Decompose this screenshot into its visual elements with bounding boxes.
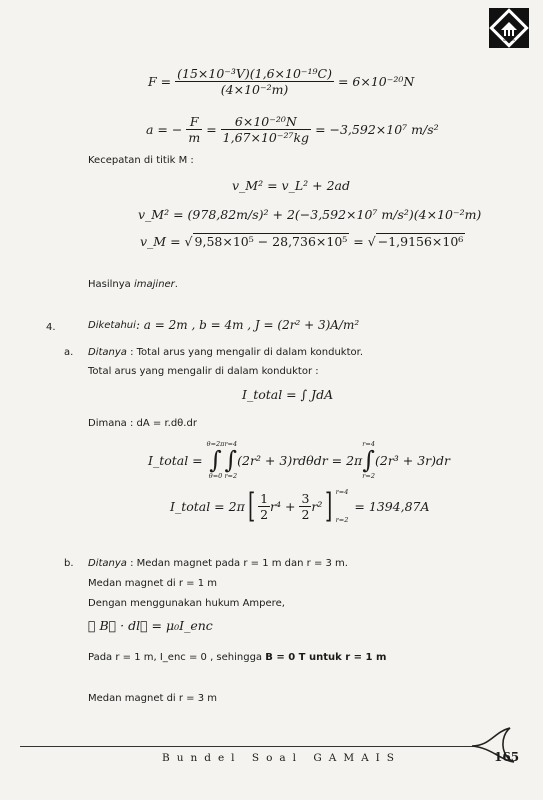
left-bracket: [ — [247, 486, 256, 526]
eq-lhs: F = — [148, 74, 172, 89]
integral-2 — [224, 440, 237, 480]
equation-ampere: ∮ B⃗ · dl⃗ = μ₀I_enc — [88, 618, 213, 633]
lower-limit: r=2 — [362, 472, 375, 480]
part-b-line3: Dengan menggunakan hukum Ampere, — [88, 598, 285, 609]
fraction — [258, 491, 270, 522]
eq-lhs: I_total = 2π — [170, 498, 245, 514]
gamais-logo — [489, 8, 529, 48]
integral-icon: ∫ — [224, 446, 238, 474]
equals-sign: = — [206, 122, 217, 137]
part-a-question — [88, 347, 363, 358]
eq-lhs: a = − — [146, 122, 183, 137]
eq-lhs: I_total = — [148, 452, 203, 468]
fraction — [175, 66, 334, 97]
equation-velocity-2: v_M² = (978,82m/s)² + 2(−3,592×10⁷ m/s²)(4×10⁻²m) — [138, 207, 482, 222]
sqrt-icon: √ — [184, 233, 193, 249]
eq-lhs: v_M = — [140, 233, 181, 249]
upper-limit: r=4 — [362, 440, 375, 448]
ask-label: Ditanya — [88, 347, 127, 358]
given-line — [88, 318, 359, 332]
numerator: (15×10⁻³V)(1,6×10⁻¹⁹C) — [177, 66, 332, 81]
equation-velocity-3 — [140, 233, 465, 249]
numerator: 6×10⁻²⁰N — [221, 114, 311, 130]
result-suffix: . — [174, 279, 178, 290]
conclusion-bold: B = 0 T untuk r = 1 m — [265, 652, 387, 663]
question-number: 4. — [46, 322, 56, 333]
integral-3 — [362, 440, 375, 480]
eq-rhs: = 1394,87A — [354, 498, 430, 514]
equation-acceleration — [146, 114, 439, 145]
part-b-letter: b. — [64, 558, 74, 569]
integrand: (2r³ + 3r)dr — [374, 452, 451, 468]
footer-title: Bundel Soal GAMAIS — [162, 752, 401, 764]
denominator: 1,67×10⁻²⁷kg — [222, 130, 310, 145]
equals-sign: = — [353, 233, 364, 249]
equation-total-result — [170, 488, 430, 524]
given-label: Diketahui — [88, 319, 136, 331]
integral-1 — [207, 440, 225, 480]
integral-icon: ∫ — [209, 446, 222, 474]
fraction — [299, 491, 311, 522]
part-b-line5: Medan magnet di r = 3 m — [88, 693, 218, 704]
lower-limit: θ=0 — [208, 472, 223, 480]
part-b-question — [88, 558, 348, 569]
upper-limit: θ=2π — [206, 440, 225, 448]
numerator: 1 — [260, 490, 269, 506]
equation-force — [148, 66, 414, 97]
ask-text: : Medan magnet pada r = 1 m dan r = 3 m. — [126, 558, 348, 569]
part-b-conclusion — [88, 652, 386, 663]
eq-rhs: = 6×10⁻²⁰N — [337, 74, 415, 89]
conclusion-text: Pada r = 1 m, I_enc = 0 , sehingga — [88, 652, 266, 663]
denominator: m — [188, 130, 201, 145]
lower-limit: r=2 — [335, 516, 349, 524]
fraction — [221, 114, 311, 145]
eq-rhs: = −3,592×10⁷ m/s² — [315, 122, 439, 137]
numerator: F — [186, 114, 202, 130]
lower-limit: r=2 — [224, 472, 238, 480]
ask-label: Ditanya — [88, 558, 127, 569]
fraction — [186, 114, 202, 145]
numerator: 3 — [301, 490, 310, 506]
page-number: 165 — [494, 750, 520, 764]
equation-double-integral — [148, 440, 450, 480]
denominator: (4×10⁻²m) — [220, 82, 289, 97]
integrand: (2r² + 3)rdθdr = 2π — [237, 452, 363, 468]
upper-limit: r=4 — [335, 488, 349, 496]
footer-rule — [20, 746, 476, 747]
radicand: −1,9156×10⁶ — [377, 234, 464, 249]
denominator: 2 — [260, 506, 269, 522]
part-b-line2: Medan magnet di r = 1 m — [88, 578, 218, 589]
sqrt-icon: √ — [367, 233, 376, 249]
part-a-line2: Total arus yang mengalir di dalam konduktor : — [88, 366, 319, 377]
result-word: imajiner — [133, 279, 175, 290]
evaluation-limits — [336, 488, 349, 524]
kecepatan-label: Kecepatan di titik M : — [88, 155, 194, 166]
denominator: 2 — [301, 506, 310, 522]
given-values: : a = 2m , b = 4m , J = (2r² + 3)A/m² — [135, 318, 360, 332]
term: r² — [311, 498, 323, 514]
result-note — [88, 279, 178, 290]
term: r⁴ + — [270, 498, 296, 514]
badge-text: GAMAIS — [503, 38, 515, 42]
right-bracket: ] — [325, 486, 333, 526]
ask-text: : Total arus yang mengalir di dalam konduktor. — [126, 347, 363, 358]
radicand: 9,58×10⁵ − 28,736×10⁵ — [194, 234, 348, 249]
equation-velocity-1: v_M² = v_L² + 2ad — [232, 178, 350, 193]
integral-icon: ∫ — [362, 446, 375, 474]
result-prefix: Hasilnya — [88, 279, 134, 290]
equation-total-current: I_total = ∫ JdA — [242, 387, 334, 402]
upper-limit: r=4 — [224, 440, 238, 448]
dimana-line: Dimana : dA = r.dθ.dr — [88, 418, 197, 429]
part-a-letter: a. — [64, 347, 74, 358]
